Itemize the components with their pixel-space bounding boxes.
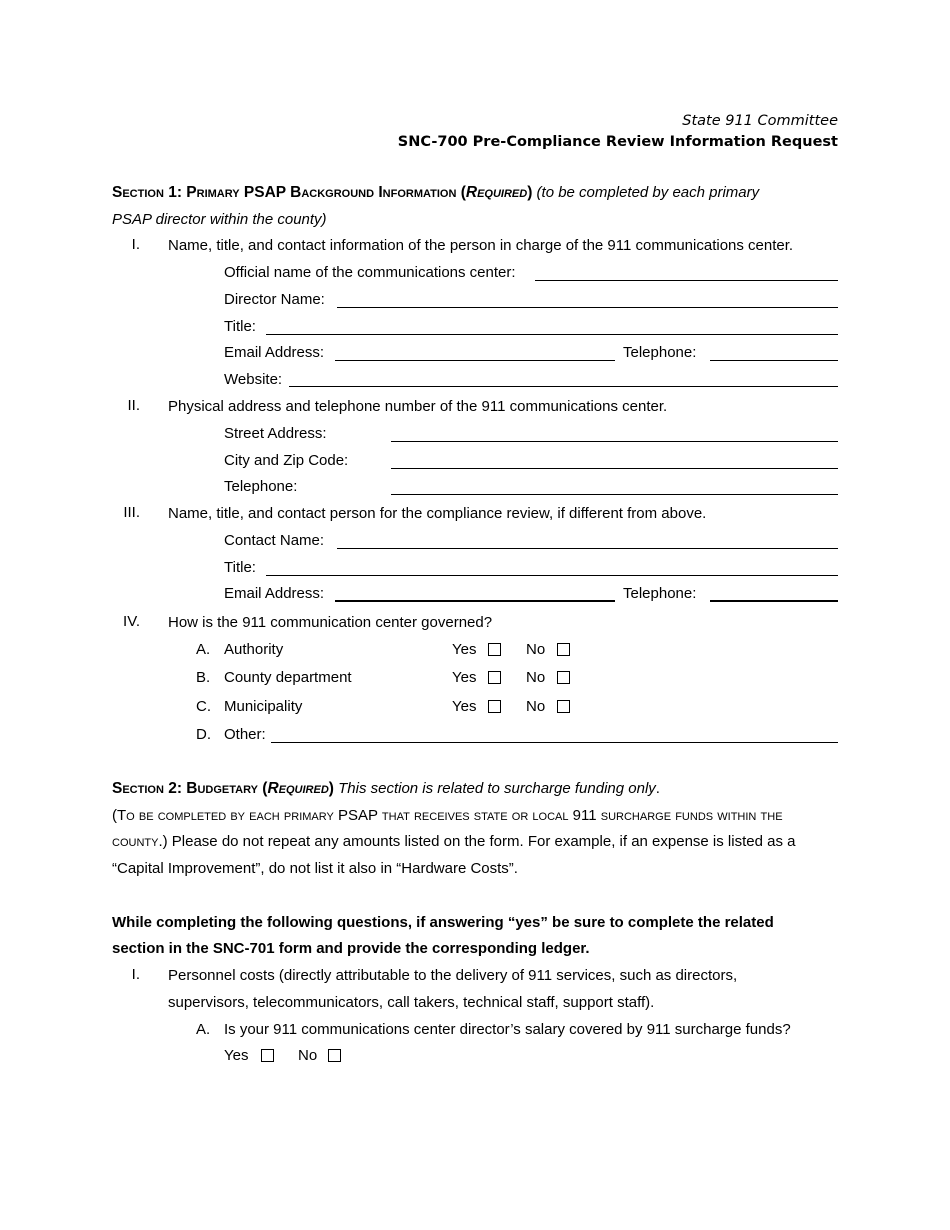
section2-title: Section 2: Budgetary ( bbox=[112, 780, 268, 797]
yes-label: Yes bbox=[452, 669, 477, 686]
option-municipality-label: Municipality bbox=[224, 698, 303, 715]
contact-telephone-field[interactable] bbox=[710, 600, 838, 602]
section2-paragraph-line2 bbox=[112, 832, 795, 852]
website-label: Website: bbox=[224, 371, 283, 388]
section2-close: ) bbox=[328, 780, 334, 797]
contact-title-label: Title: bbox=[224, 559, 256, 576]
instruction-bold-line2: section in the SNC-701 form and provide the corresponding ledger. bbox=[112, 940, 590, 957]
item-iii-text: Name, title, and contact person for the compliance review, if different from above. bbox=[168, 505, 707, 522]
municipality-no-checkbox[interactable] bbox=[557, 700, 570, 713]
contact-name-field[interactable] bbox=[337, 548, 838, 549]
official-name-field[interactable] bbox=[535, 280, 838, 281]
option-county-department-label: County department bbox=[224, 669, 352, 686]
director-salary-no-checkbox[interactable] bbox=[328, 1049, 341, 1062]
section1-title: Section 1: Primary PSAP Background Information ( bbox=[112, 184, 466, 201]
item-i-number: I. bbox=[131, 236, 140, 253]
website-field[interactable] bbox=[289, 386, 838, 387]
section2-required: Required bbox=[267, 780, 329, 797]
telephone-field[interactable] bbox=[710, 360, 838, 361]
other-field[interactable] bbox=[271, 742, 838, 743]
section1-required: Required bbox=[465, 184, 528, 201]
section2-heading bbox=[112, 779, 660, 799]
section1-heading bbox=[112, 183, 759, 203]
other-label: Other: bbox=[224, 726, 266, 743]
contact-email-label: Email Address: bbox=[224, 585, 325, 602]
no-label: No bbox=[526, 641, 546, 658]
s2-item-i-text-line1: Personnel costs (directly attributable to the delivery of 911 services, such as directors, bbox=[168, 967, 738, 984]
telephone-label: Telephone: bbox=[623, 344, 697, 361]
section2-paragraph-line1: (To be completed by each primary PSAP that receives state or local 911 surcharge funds within the bbox=[112, 807, 783, 824]
item-iv-number: IV. bbox=[123, 613, 140, 630]
contact-name-label: Contact Name: bbox=[224, 532, 325, 549]
director-salary-question: Is your 911 communications center director’s salary covered by 911 surcharge funds? bbox=[224, 1021, 791, 1038]
yes-label: Yes bbox=[452, 641, 477, 658]
yes-label: Yes bbox=[224, 1047, 249, 1064]
item-iii-number: III. bbox=[123, 504, 140, 521]
title-field[interactable] bbox=[266, 334, 838, 335]
contact-title-field[interactable] bbox=[266, 575, 838, 576]
item-ii-text: Physical address and telephone number of the 911 communications center. bbox=[168, 398, 668, 415]
no-label: No bbox=[526, 669, 546, 686]
city-zip-field[interactable] bbox=[391, 468, 838, 469]
email-field[interactable] bbox=[335, 360, 615, 361]
s2-item-i-number: I. bbox=[131, 966, 140, 983]
municipality-yes-checkbox[interactable] bbox=[488, 700, 501, 713]
section2-county: county. bbox=[112, 833, 163, 850]
item-ii-number: II. bbox=[127, 397, 140, 414]
center-telephone-label: Telephone: bbox=[224, 478, 298, 495]
title-label: Title: bbox=[224, 318, 256, 335]
street-address-label: Street Address: bbox=[224, 425, 327, 442]
section2-period: . bbox=[655, 780, 660, 797]
email-label: Email Address: bbox=[224, 344, 325, 361]
option-authority-label: Authority bbox=[224, 641, 284, 658]
section1-note-cont: PSAP director within the county) bbox=[112, 211, 327, 228]
county-department-yes-checkbox[interactable] bbox=[488, 671, 501, 684]
contact-email-field[interactable] bbox=[335, 600, 615, 602]
s2-question-letter: A. bbox=[196, 1021, 211, 1038]
official-name-label: Official name of the communications center: bbox=[224, 264, 516, 281]
item-i-text: Name, title, and contact information of the person in charge of the 911 communications center. bbox=[168, 237, 794, 254]
option-letter: C. bbox=[196, 698, 211, 715]
director-name-label: Director Name: bbox=[224, 291, 325, 308]
item-iv-text: How is the 911 communication center governed? bbox=[168, 614, 493, 631]
section1-close: ) bbox=[527, 184, 533, 201]
authority-no-checkbox[interactable] bbox=[557, 643, 570, 656]
county-department-no-checkbox[interactable] bbox=[557, 671, 570, 684]
section2-note: This section is related to surcharge funding only bbox=[333, 780, 656, 797]
street-address-field[interactable] bbox=[391, 441, 838, 442]
instruction-bold-line1: While completing the following questions, if answering “yes” be sure to complete the related bbox=[112, 914, 774, 931]
section2-paragraph-line3: “Capital Improvement”, do not list it also in “Hardware Costs”. bbox=[112, 860, 518, 877]
option-letter: D. bbox=[196, 726, 211, 743]
section2-paragraph-cont: ) Please do not repeat any amounts listed on the form. For example, if an expense is listed as a bbox=[162, 833, 796, 850]
yes-label: Yes bbox=[452, 698, 477, 715]
form-title: SNC-700 Pre-Compliance Review Information Request bbox=[397, 134, 838, 150]
center-telephone-field[interactable] bbox=[391, 494, 838, 495]
committee-name: State 911 Committee bbox=[682, 113, 838, 129]
contact-telephone-label: Telephone: bbox=[623, 585, 697, 602]
option-letter: B. bbox=[196, 669, 211, 686]
section1-note: (to be completed by each primary bbox=[536, 184, 760, 201]
option-letter: A. bbox=[196, 641, 211, 658]
city-zip-label: City and Zip Code: bbox=[224, 452, 349, 469]
director-name-field[interactable] bbox=[337, 307, 838, 308]
no-label: No bbox=[298, 1047, 318, 1064]
no-label: No bbox=[526, 698, 546, 715]
authority-yes-checkbox[interactable] bbox=[488, 643, 501, 656]
director-salary-yes-checkbox[interactable] bbox=[261, 1049, 274, 1062]
s2-item-i-text-line2: supervisors, telecommunicators, call takers, technical staff, support staff). bbox=[168, 994, 655, 1011]
document-header bbox=[398, 111, 838, 153]
